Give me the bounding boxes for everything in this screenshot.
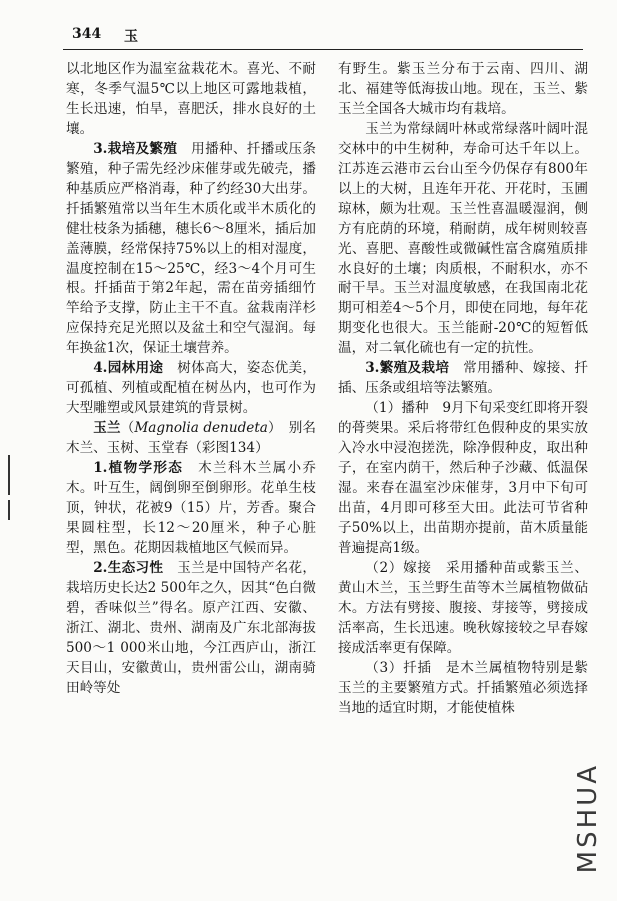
page-number: 344 [72,26,102,42]
paragraph: 有野生。紫玉兰分布于云南、四川、湖北、福建等低海拔山地。现在，玉兰、紫玉兰全国各大城市均有栽培。 [338,61,588,117]
paragraph: 3.繁殖及栽培 常用播种、嫁接、扦插、压条或组培等法繁殖。 [338,360,589,397]
watermark: MSHUA [573,762,603,873]
paragraph: 2.生态习性 玉兰是中国特产名花，栽培历史长达2 500年之久，因其“色白微碧，香味似兰”得名。原产江西、安徽、浙江、湖北、贵州、湖南及广东北部海拔500～1 000米山地，今江西庐山，浙江天目山，安徽黄山，贵州雷公山，湖南骑田岭等处 [66,559,317,696]
header-rule [63,49,583,50]
paragraph: （1）播种 9月下旬采变红即将开裂的蓇葖果。采后将带红色假种皮的果实放入冷水中浸泡搓洗，除净假种皮，取出种子，在室内荫干，然后种子沙藏、低温保湿。来春在温室沙床催芽，3月中下旬可出苗，4月即可移至大田。此法可节省种子50%以上，出苗期亦提前，苗木质量能普遍提高1级。 [338,400,589,556]
paragraph: （3）扦插 是木兰属植物特别是紫玉兰的主要繁殖方式。扦插繁殖必须选择当地的适宜时期，才能使植株 [338,659,589,716]
paragraph: 1.植物学形态 木兰科木兰属小乔木。叶互生，阔倒卵至倒卵形。花单生枝顶，钟状，花被9（15）片，芳香。聚合果圆柱型，长12～20厘米，种子心脏型，黑色。花期因栽植地区气候而异。 [66,460,317,556]
subsection-heading: （3）扦插 [365,659,432,676]
right-column [338,60,588,718]
paragraph: 以北地区作为温室盆栽花木。喜光、不耐寒，冬季气温5℃以上地区可露地栽植，生长迅速，怕旱，喜肥沃，排水良好的土壤。 [66,61,316,137]
paragraph: 玉兰为常绿阔叶林或常绿落叶阔叶混交林中的中生树种，寿命可达千年以上。江苏连云港市云台山至今仍保存有800年以上的大树，且连年开花、开花时，玉圃琼林，颇为壮观。玉兰性喜温暖湿润，侧方有庇荫的环境，稍耐荫，成年树则较喜光、喜肥、喜酸性或微碱性富含腐殖质排水良好的土壤；肉质根，不耐积水，亦不耐干旱。玉兰对温度敏感，在我国南北花期可相差4～5个月，即使在同地，每年花期变化也很大。玉兰能耐-20℃的短暂低温，对二氧化硫也有一定的抗性。 [338,120,588,357]
margin-mark [8,455,10,495]
subsection-heading: （1）播种 [365,400,429,417]
paragraph: （2）嫁接 采用播种苗或紫玉兰、黄山木兰，玉兰野生苗等木兰属植物做砧木。方法有劈接、腹接、芽接等，劈接成活率高，生长迅速。晚秋嫁接较之早春嫁接成活率更有保障。 [338,559,589,656]
entry-heading: 玉兰（Magnolia denudeta） 别名木兰、玉树、玉堂春（彩图134） [66,420,317,457]
subsection-heading: （2）嫁接 [365,559,432,576]
section-heading: 3.繁殖及栽培 [365,360,450,377]
section-heading: 1.植物学形态 [93,460,184,477]
left-column [66,60,316,699]
paragraph: 3.栽培及繁殖 用播种、扦播或压条繁殖，种子需先经沙床催芽或先破壳，播种基质应严格消毒，种了约经30大出芽。扦插繁殖常以当年生木质化或半木质化的健壮枝条为插穗，穗长6～8厘米，插后加盖薄膜，经常保持75%以上的相对湿度，温度控制在15～25℃，经3～4个月可生根。扦插苗于第2年起，需在苗旁插细竹竿给予支撑，防止主干不直。盆栽南洋杉应保持充足光照以及盆土和空气湿润。每年换盆1次，保证土壤营养。 [66,140,317,357]
paragraph: 4.园林用途 树体高大，姿态优美，可孤植、列植或配植在树丛内，也可作为大型雕塑或风景建筑的背景树。 [66,360,317,417]
section-heading: 2.生态习性 [93,559,164,576]
section-heading: 3.栽培及繁殖 [93,140,178,157]
page-header [42,26,582,48]
running-title: 玉 [124,29,138,45]
entry-alias: 别名木兰、玉树、玉堂春（彩图134） [66,420,317,457]
entry-latin-name: Magnolia denudeta [134,420,268,437]
margin-mark [8,500,10,520]
section-heading: 4.园林用途 [93,360,164,377]
entry-name: 玉兰 [93,420,121,437]
